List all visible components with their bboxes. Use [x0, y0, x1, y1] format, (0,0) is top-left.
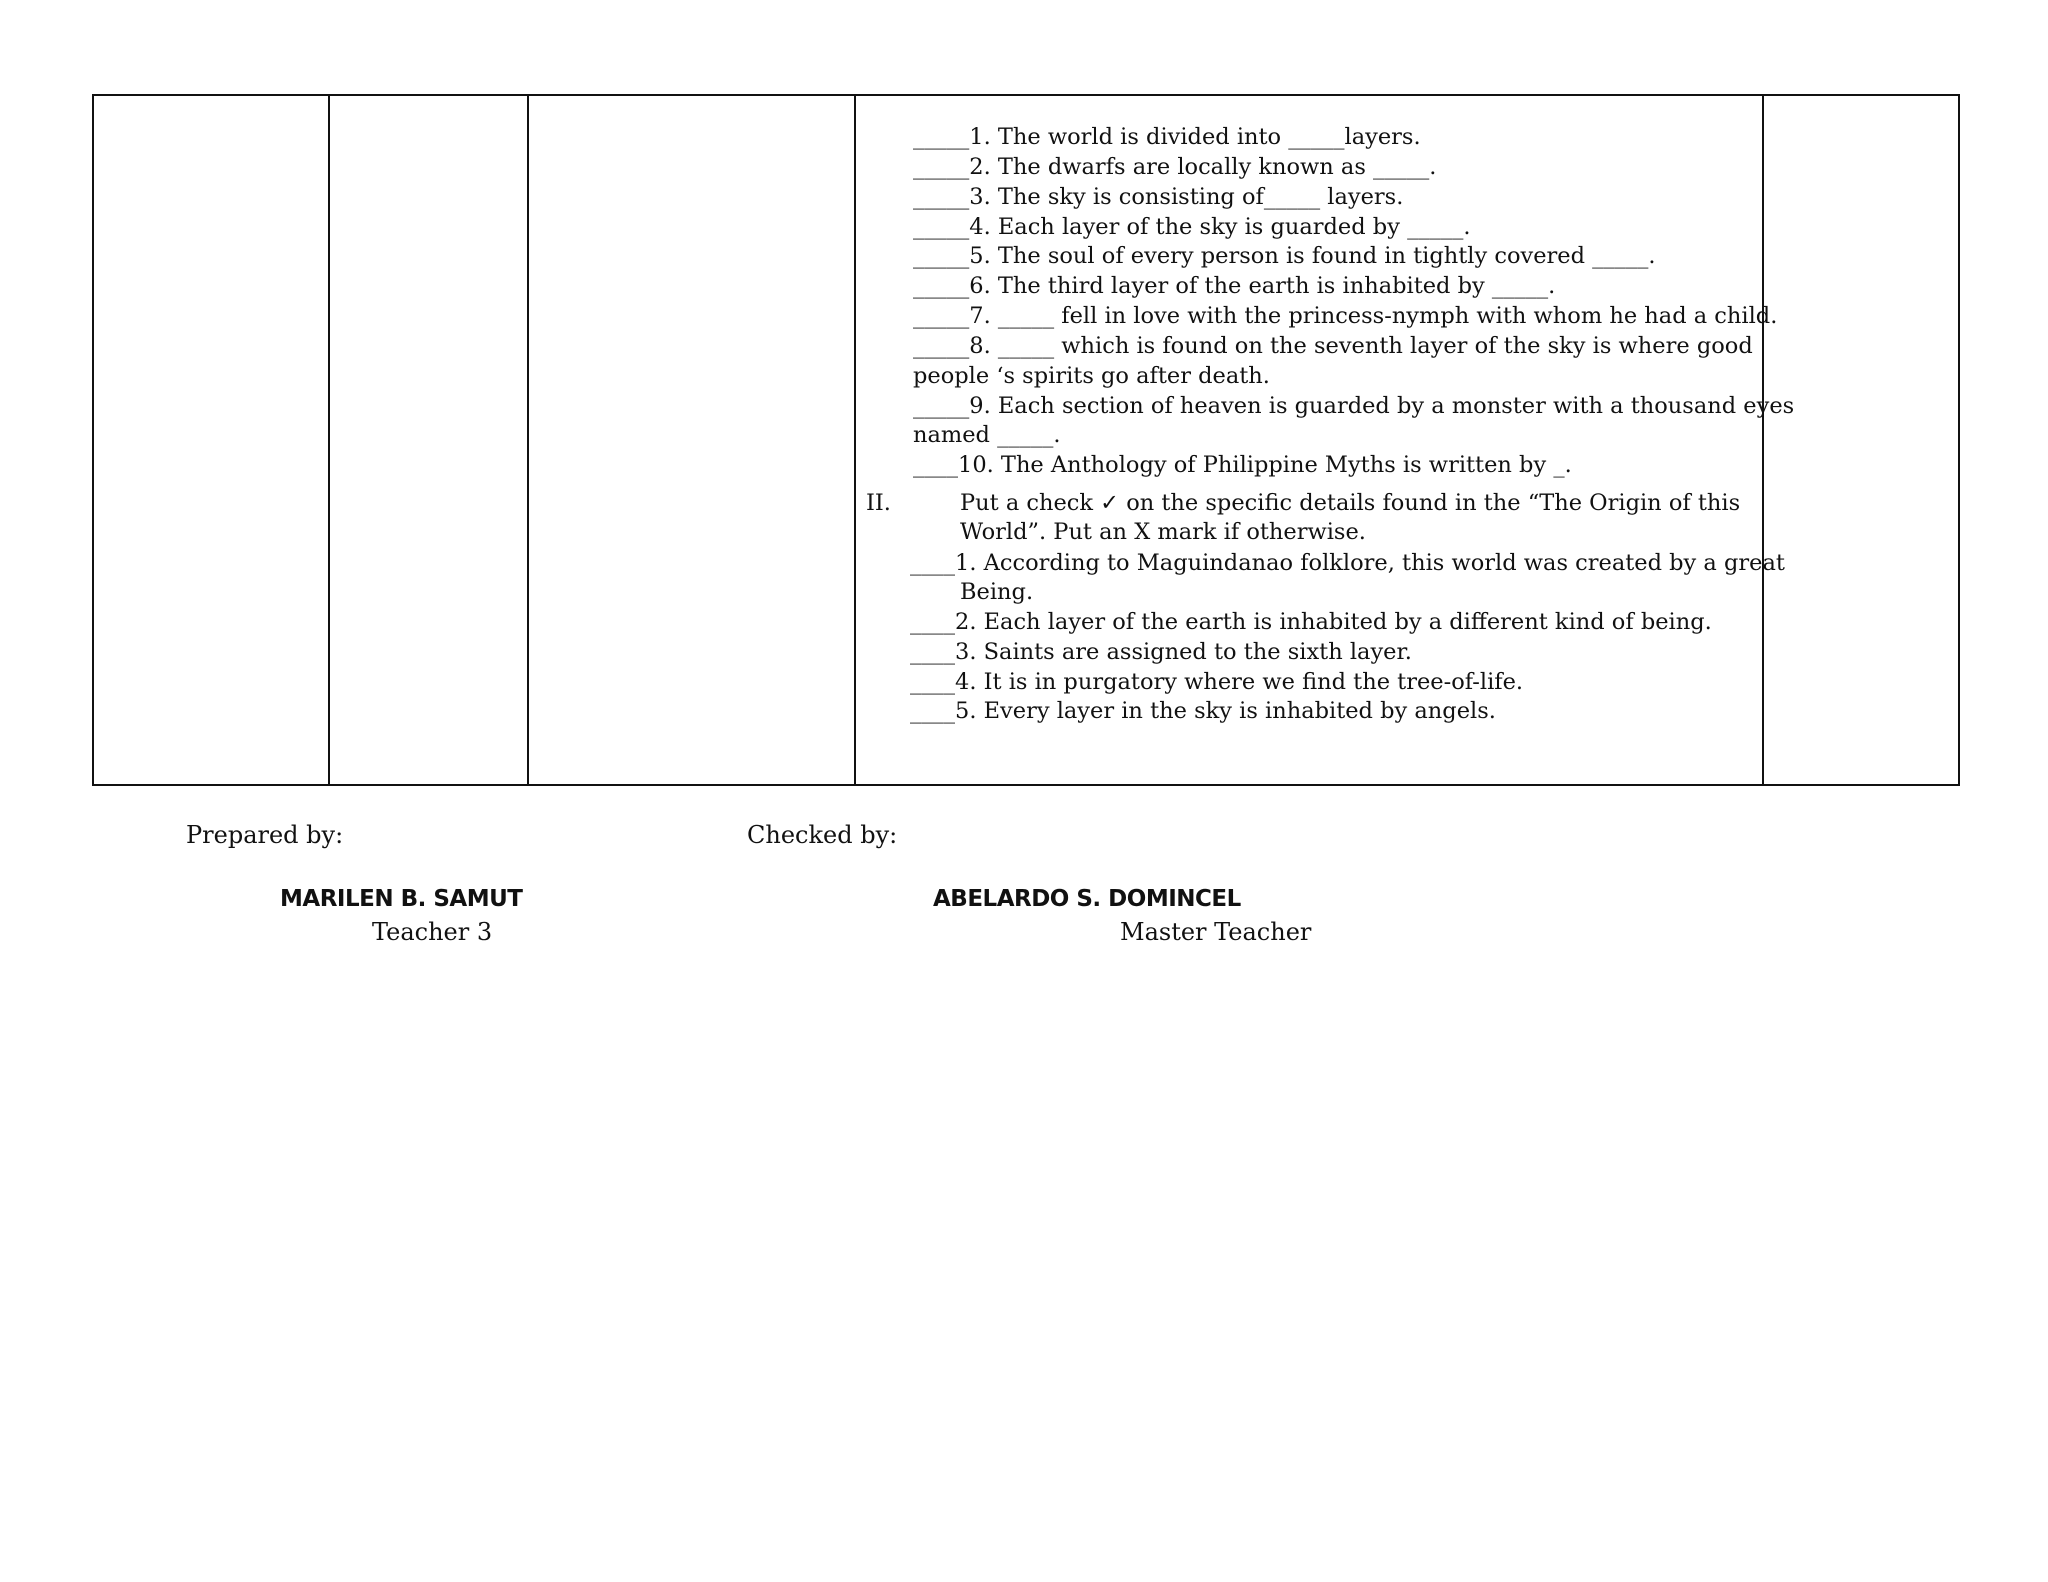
check-item-1-continuation: Being.	[960, 579, 1034, 605]
quiz-item-1: _____1. The world is divided into _____layers.	[913, 124, 1421, 150]
checker-name: ABELARDO S. DOMINCEL	[933, 886, 1241, 912]
checker-title: Master Teacher	[1120, 918, 1312, 946]
quiz-item-7: _____7. _____ fell in love with the princess-nymph with whom he had a child.	[913, 303, 1778, 329]
checked-by-label: Checked by:	[747, 821, 898, 849]
quiz-item-9-continuation: named _____.	[913, 422, 1061, 448]
check-item-1: ____1. According to Maguindanao folklore, this world was created by a great	[910, 550, 1785, 576]
section-ii-instruction-line1: Put a check ✓ on the specific details found in the “The Origin of this	[960, 490, 1741, 516]
section-ii-numeral: II.	[866, 490, 891, 516]
quiz-item-10: ____10. The Anthology of Philippine Myths is written by _.	[913, 452, 1572, 478]
section-ii-instruction-line2: World”. Put an X mark if otherwise.	[960, 519, 1366, 545]
quiz-item-2: _____2. The dwarfs are locally known as _____.	[913, 154, 1437, 180]
check-item-3: ____3. Saints are assigned to the sixth layer.	[910, 639, 1412, 665]
quiz-item-8-continuation: people ‘s spirits go after death.	[913, 363, 1270, 389]
quiz-item-3: _____3. The sky is consisting of_____ layers.	[913, 184, 1404, 210]
quiz-item-4: _____4. Each layer of the sky is guarded by _____.	[913, 214, 1471, 240]
check-item-5: ____5. Every layer in the sky is inhabited by angels.	[910, 698, 1496, 724]
quiz-item-9: _____9. Each section of heaven is guarded by a monster with a thousand eyes	[913, 393, 1795, 419]
preparer-title: Teacher 3	[372, 918, 493, 946]
quiz-item-6: _____6. The third layer of the earth is inhabited by _____.	[913, 273, 1556, 299]
check-item-4: ____4. It is in purgatory where we find the tree-of-life.	[910, 669, 1524, 695]
prepared-by-label: Prepared by:	[186, 821, 344, 849]
quiz-item-5: _____5. The soul of every person is found in tightly covered _____.	[913, 243, 1656, 269]
check-item-2: ____2. Each layer of the earth is inhabited by a different kind of being.	[910, 609, 1712, 635]
quiz-item-8: _____8. _____ which is found on the seventh layer of the sky is where good	[913, 333, 1753, 359]
preparer-name: MARILEN B. SAMUT	[280, 886, 523, 912]
